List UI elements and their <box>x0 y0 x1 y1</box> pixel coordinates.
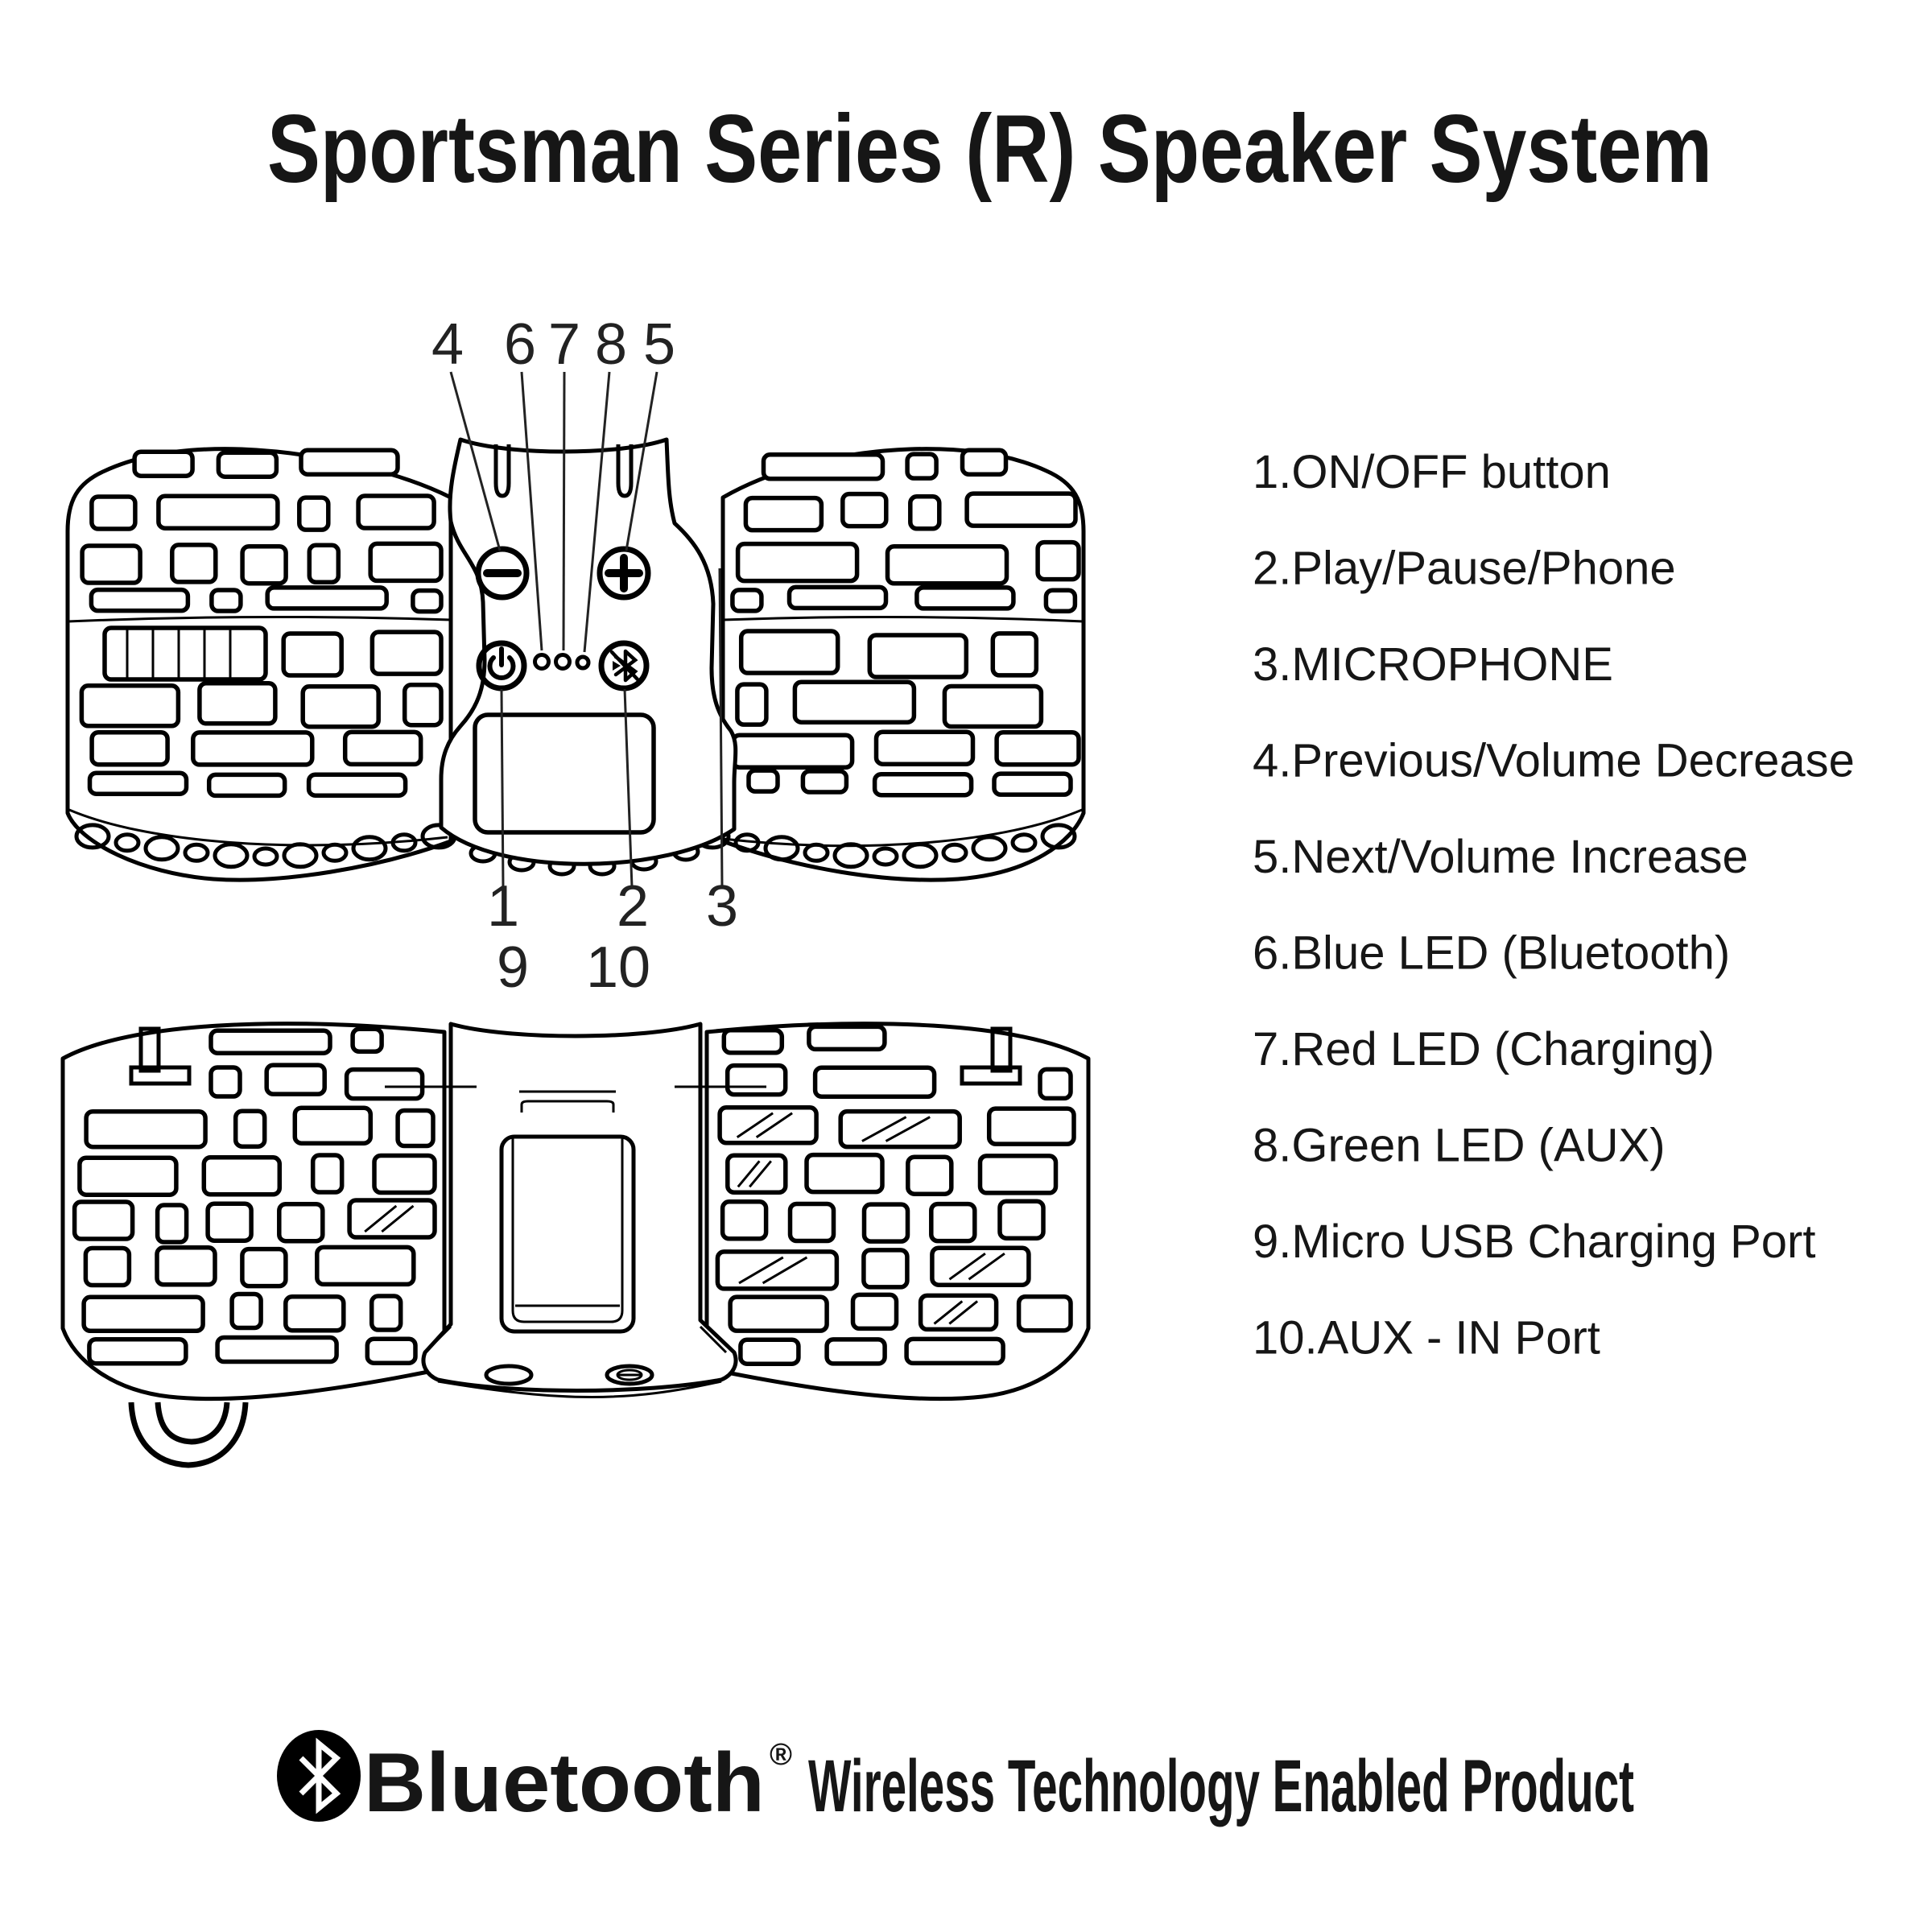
grille-slot <box>967 493 1075 526</box>
grille-slot <box>827 1340 885 1364</box>
grille-slot <box>741 631 838 673</box>
grille-slot <box>1040 1069 1071 1098</box>
grille-slot <box>267 588 386 609</box>
legend-item: 4.Previous/Volume Decrease <box>1253 734 1855 787</box>
legend-item: 9.Micro USB Charging Port <box>1253 1216 1816 1268</box>
grille-slot <box>193 733 312 765</box>
legend-item: 6.Blue LED (Bluetooth) <box>1253 927 1731 980</box>
grille-slot <box>790 587 886 608</box>
grille-slot <box>81 686 178 726</box>
grille-slot <box>807 1155 882 1192</box>
grille-slot <box>730 1297 827 1331</box>
grille-slot <box>374 1156 435 1193</box>
grille-slot <box>309 545 338 582</box>
grille-slot <box>815 1067 935 1096</box>
grille-slot <box>242 547 286 584</box>
grille-slot <box>1046 590 1075 611</box>
grille-slot <box>209 774 285 795</box>
grille-slot <box>865 1204 908 1241</box>
grille-slot <box>242 1249 286 1286</box>
bluetooth-logo-icon <box>277 1730 361 1822</box>
grille-slot <box>840 1112 960 1147</box>
grille-slot <box>301 450 398 474</box>
callout-number-5: 5 <box>642 312 676 377</box>
grille-slot <box>90 773 187 794</box>
grille-slot <box>172 545 216 582</box>
grille-slot <box>211 1030 330 1053</box>
footer-brand: Bluetooth <box>364 1736 765 1830</box>
grille-slot <box>907 454 936 478</box>
callout-number-7: 7 <box>547 312 581 377</box>
grille-slot <box>741 1340 799 1364</box>
back-center-panel <box>423 1024 736 1391</box>
grille-slot <box>299 497 328 530</box>
grille-slot <box>989 1108 1074 1144</box>
grille-slot <box>372 1296 401 1330</box>
grille-slot <box>86 1112 205 1147</box>
grille-slot <box>1000 1201 1043 1238</box>
minus-icon <box>483 569 522 577</box>
grille-slot <box>809 1026 885 1049</box>
grille-slot <box>993 634 1036 675</box>
grille-slot <box>92 497 135 529</box>
grille-slot <box>1038 543 1079 580</box>
grille-slot <box>367 1339 415 1363</box>
grille-slot <box>347 1070 423 1099</box>
grille-slot <box>134 452 192 476</box>
callout-number-6: 6 <box>503 312 537 377</box>
grille-slot <box>728 1066 786 1095</box>
grille-slot <box>795 682 914 722</box>
legend-item: 5.Next/Volume Increase <box>1253 831 1748 883</box>
grille-slot <box>309 774 406 795</box>
grille-slot <box>917 588 1013 609</box>
grille-slot <box>405 685 441 725</box>
grille-slot <box>211 1067 240 1096</box>
grille-slot <box>159 496 278 528</box>
grille-slot <box>279 1204 323 1241</box>
grille-slot <box>728 1155 786 1192</box>
grille-slot <box>266 1065 324 1094</box>
grille-slot <box>749 770 778 791</box>
grille-slot <box>875 774 972 795</box>
legend-item: 7.Red LED (Charging) <box>1253 1023 1715 1075</box>
grille-slot <box>398 1111 433 1146</box>
legend-item: 8.Green LED (AUX) <box>1253 1119 1666 1172</box>
grille-slot <box>869 635 966 677</box>
legend-item: 1.ON/OFF button <box>1253 446 1611 498</box>
grille-slot <box>157 1248 215 1285</box>
footer <box>277 1730 1634 1830</box>
grille-slot <box>204 1158 279 1195</box>
grille-slot <box>864 1250 907 1287</box>
grille-slot <box>720 1108 816 1143</box>
grille-slot <box>745 498 821 530</box>
grille-slot <box>200 683 275 724</box>
grille-slot <box>92 733 167 765</box>
grille-slot <box>358 496 434 528</box>
grille-slot <box>353 1029 382 1051</box>
grille-slot <box>317 1247 414 1284</box>
grille-slot <box>908 1157 952 1194</box>
grille-slot <box>286 1297 344 1331</box>
grille-slot <box>980 1156 1056 1193</box>
grille-slot <box>717 1252 836 1289</box>
callout-number-4: 4 <box>431 312 464 377</box>
grille-slot <box>994 774 1071 795</box>
speaker-top-view <box>68 440 1084 880</box>
grille-slot <box>843 494 886 526</box>
grille-slot <box>738 544 857 581</box>
legend-item: 10.AUX - IN Port <box>1253 1311 1600 1364</box>
callout-number-1: 1 <box>486 874 520 939</box>
grille-slot <box>295 1108 370 1143</box>
legend-item: 3.MICROPHONE <box>1253 638 1613 691</box>
grille-slot <box>82 546 140 583</box>
callout-number-3: 3 <box>705 874 739 939</box>
grille-slot <box>997 733 1079 765</box>
grille-slot <box>803 771 846 792</box>
grille-slot <box>212 590 241 611</box>
legend-item: 2.Play/Pause/Phone <box>1253 542 1676 595</box>
grille-slot <box>236 1111 265 1146</box>
page-title: Sportsman Series (R) Speaker System <box>267 95 1712 203</box>
grille-slot <box>733 590 762 611</box>
volume-plus-button <box>600 549 648 597</box>
ticked-slot <box>105 628 266 679</box>
grille-slot <box>217 1338 336 1362</box>
grille-slot <box>733 735 852 767</box>
grille-slot <box>91 590 188 611</box>
grille-slot <box>75 1202 133 1239</box>
grille-slot <box>303 687 378 727</box>
grille-slot <box>372 632 441 674</box>
grille-slot <box>313 1155 342 1192</box>
callout-number-2: 2 <box>616 874 650 939</box>
grille-slot <box>921 1295 997 1329</box>
grille-slot <box>724 1030 782 1053</box>
grille-slot <box>877 732 973 764</box>
grille-slot <box>370 543 441 580</box>
grille-slot <box>345 732 421 764</box>
grille-slot <box>853 1294 897 1328</box>
grille-slot <box>737 684 766 724</box>
grille-slot <box>84 1297 203 1331</box>
grille-slot <box>232 1294 261 1328</box>
grille-slot <box>218 452 276 477</box>
grille-slot <box>85 1249 129 1286</box>
grille-slot <box>963 450 1006 474</box>
registered-mark: ® <box>770 1738 792 1772</box>
grille-slot <box>764 455 883 479</box>
grille-slot <box>723 1202 766 1239</box>
grille-slot <box>208 1203 251 1241</box>
grille-slot <box>89 1340 186 1364</box>
grille-slot <box>158 1205 187 1242</box>
callout-number-8: 8 <box>594 312 628 377</box>
grille-slot <box>944 687 1041 727</box>
grille-slot <box>349 1200 435 1237</box>
grille-slot <box>910 497 939 529</box>
grille-slot <box>906 1339 1003 1363</box>
footer-text: Wireless Technology Enabled Product <box>808 1745 1634 1827</box>
grille-slot <box>931 1204 975 1241</box>
grille-slot <box>888 547 1007 584</box>
grille-slot <box>1019 1297 1071 1331</box>
grille-slot <box>791 1204 834 1241</box>
grille-slot <box>283 634 341 675</box>
grille-slot <box>932 1248 1029 1285</box>
callout-number-10: 10 <box>585 935 651 1000</box>
leader-line <box>502 689 503 887</box>
callout-number-9: 9 <box>496 935 530 1000</box>
grille-slot <box>413 591 441 612</box>
grille-slot <box>80 1158 176 1195</box>
